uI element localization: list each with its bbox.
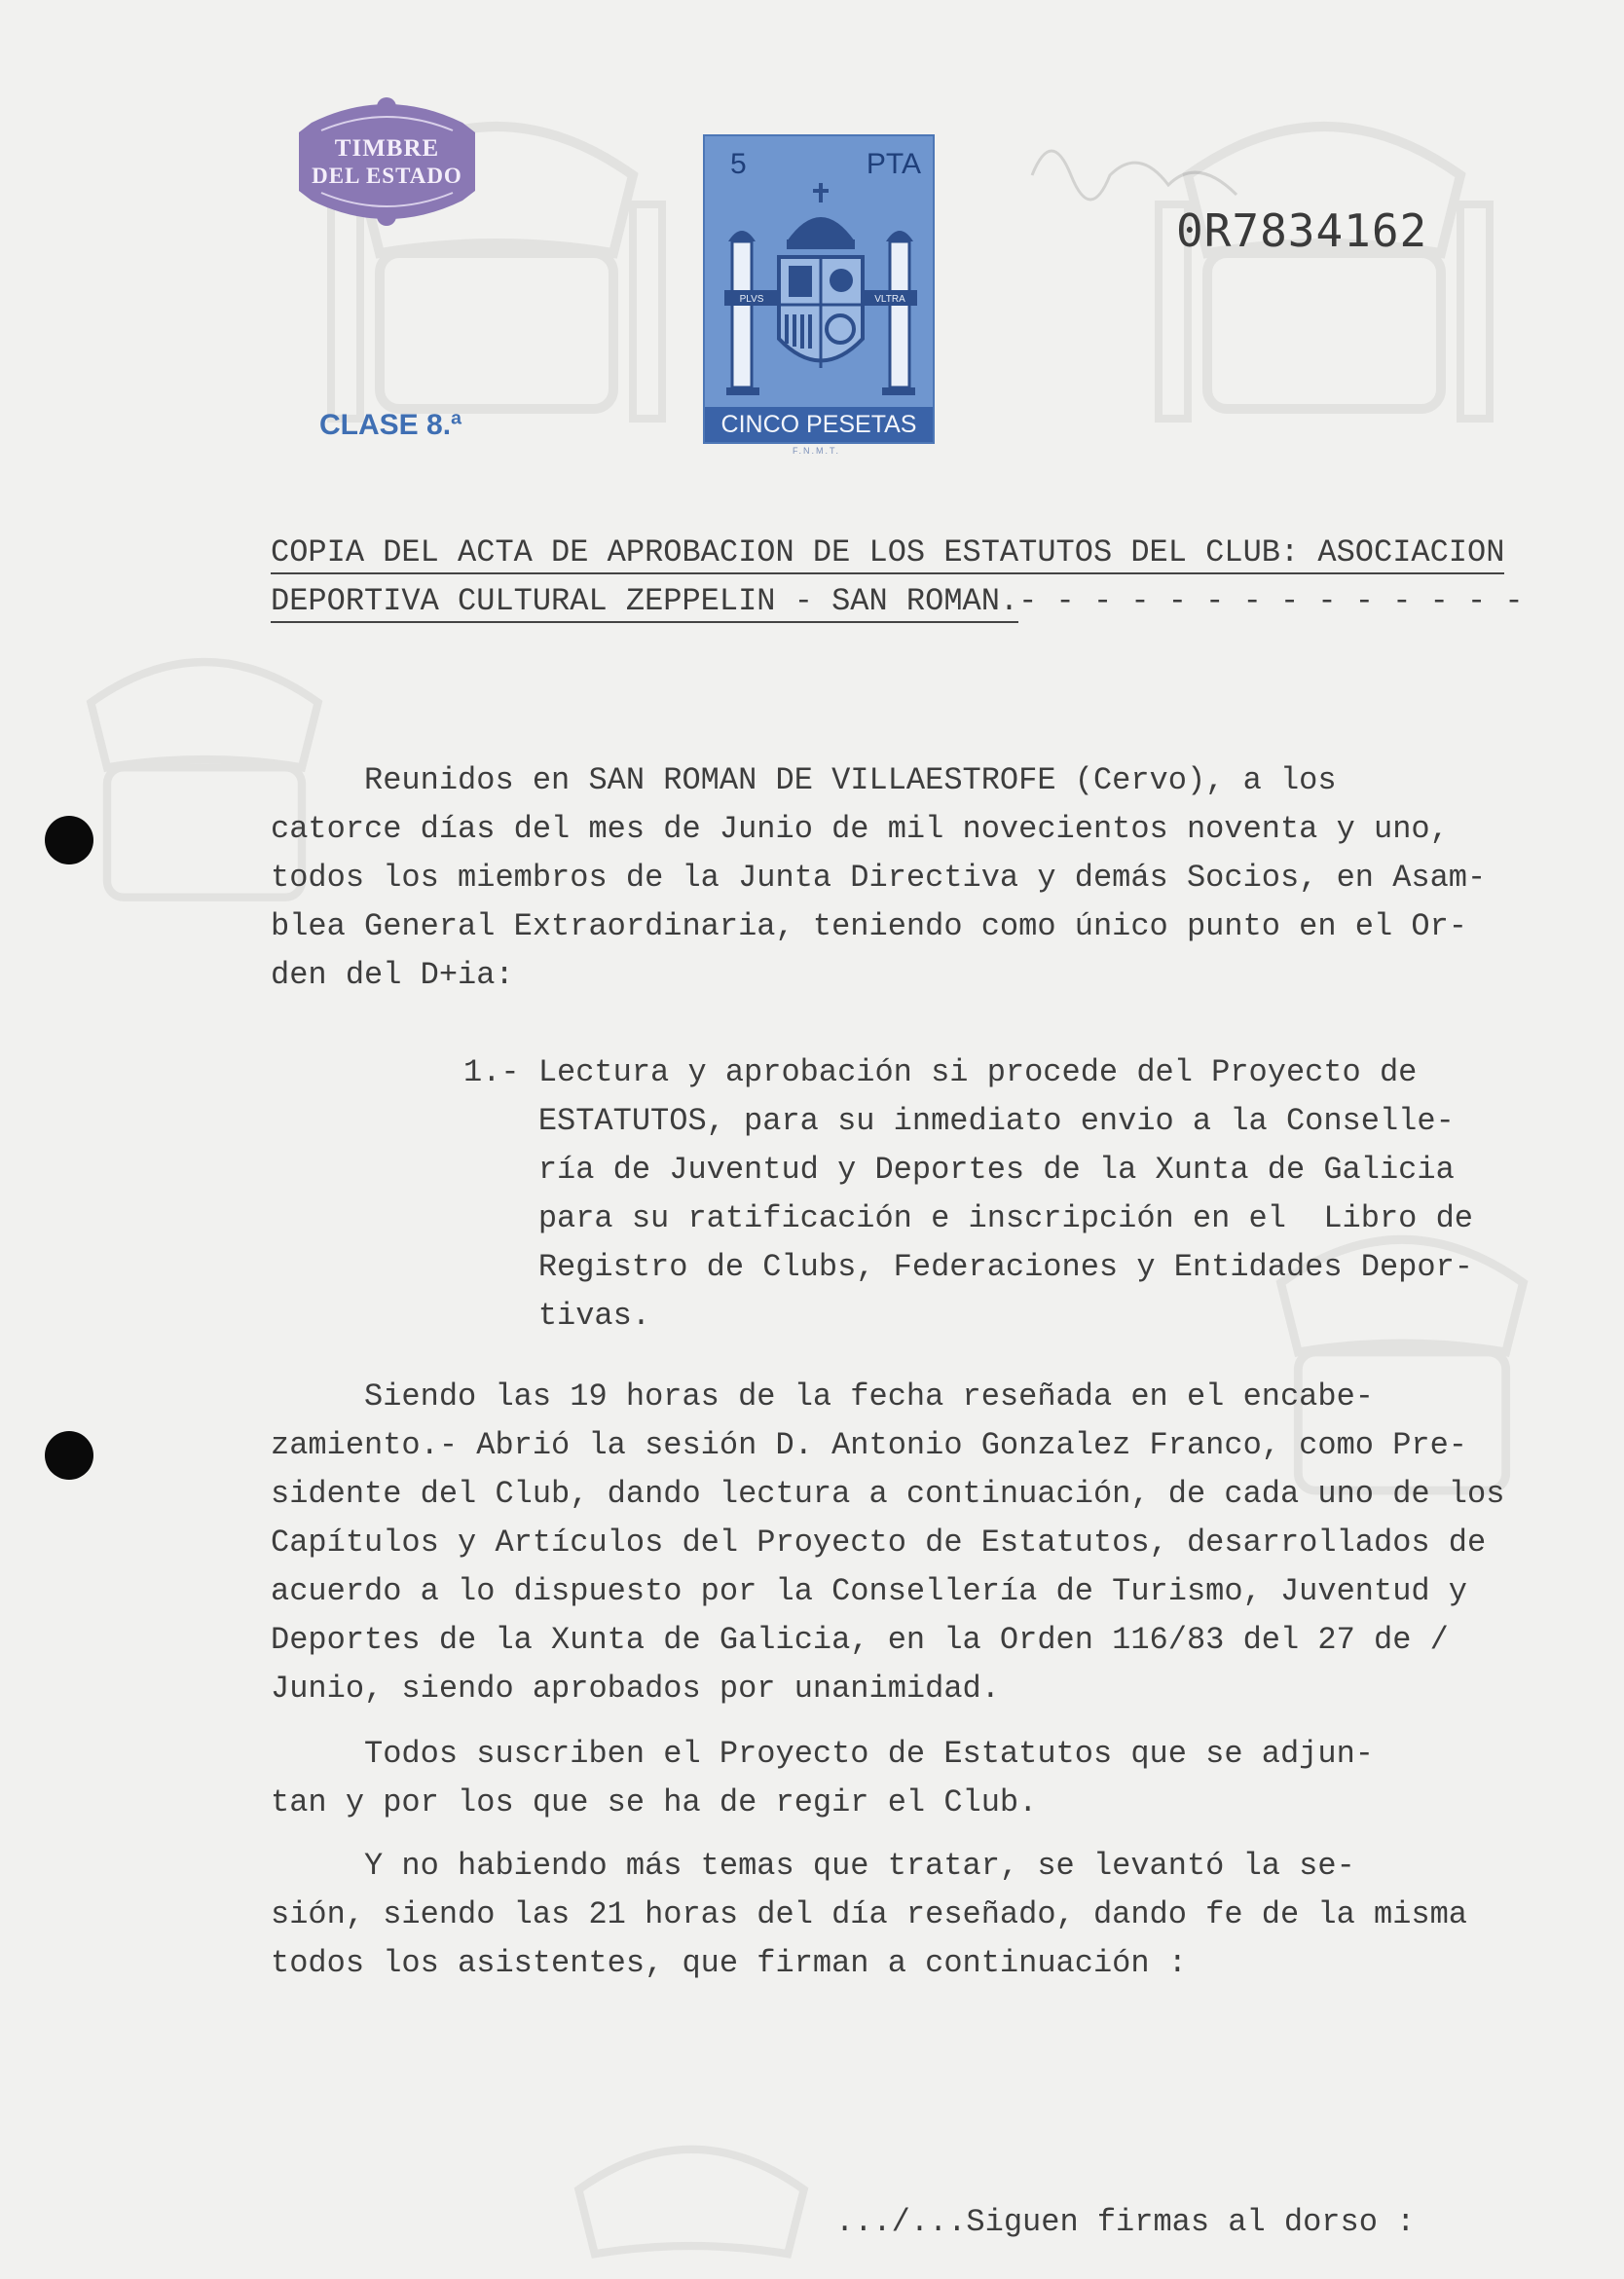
stamp-currency: PTA <box>866 148 921 180</box>
text-line: ría de Juventud y Deportes de la Xunta de Galicia <box>463 1152 1455 1188</box>
motto-right: VLTRA <box>874 294 905 305</box>
text-line: blea General Extraordinaria, teniendo como único punto en el Or- <box>271 908 1467 944</box>
paragraph-1 <box>271 708 1486 1000</box>
title-line-2 <box>271 577 1524 626</box>
paragraph-4 <box>271 1793 1467 1988</box>
text-line: Siendo las 19 horas de la fecha reseñada en el encabe- <box>271 1378 1374 1415</box>
coat-of-arms-icon <box>719 173 923 397</box>
text-line: zamiento.- Abrió la sesión D. Antonio Gonzalez Franco, como Pre- <box>271 1427 1467 1463</box>
punch-hole <box>45 816 93 864</box>
title-text-1: COPIA DEL ACTA DE APROBACION DE LOS ESTATUTOS DEL CLUB: ASOCIACION <box>271 534 1504 574</box>
watermark-crest <box>545 2093 837 2278</box>
text-line: Y no habiendo más temas que tratar, se levantó la se- <box>271 1848 1355 1884</box>
agenda-item <box>463 1000 1473 1341</box>
text-line: acuerdo a lo dispuesto por la Consellería de Turismo, Juventud y <box>271 1573 1467 1609</box>
text-line: sidente del Club, dando lectura a continuación, de cada uno de los <box>271 1476 1505 1512</box>
text-line: den del D+ia: <box>271 957 514 993</box>
text-line: Junio, siendo aprobados por unanimidad. <box>271 1671 1000 1707</box>
footer-note: .../...Siguen firmas al dorso : <box>835 2204 1416 2240</box>
text-line: Registro de Clubs, Federaciones y Entidades Depor- <box>463 1249 1473 1285</box>
text-line: tan y por los que se ha de regir el Club. <box>271 1784 1038 1820</box>
text-line: catorce días del mes de Junio de mil novecientos noventa y uno, <box>271 811 1449 847</box>
text-line: Deportes de la Xunta de Galicia, en la Orden 116/83 del 27 de / <box>271 1622 1449 1658</box>
text-line: para su ratificación e inscripción en el Libro de <box>463 1200 1473 1236</box>
text-line: Capítulos y Artículos del Proyecto de Estatutos, desarrollados de <box>271 1525 1487 1561</box>
text-line: todos los asistentes, que firman a continuación : <box>271 1945 1187 1981</box>
title-line-1 <box>271 529 1504 577</box>
paragraph-2 <box>271 1324 1504 1713</box>
stamp-value: 5 <box>730 148 747 180</box>
clase-label: CLASE 8.ª <box>319 409 462 441</box>
text-line: todos los miembros de la Junta Directiva y demás Socios, en Asam- <box>271 860 1487 896</box>
motto-left: PLVS <box>739 294 764 305</box>
text-line: sión, siendo las 21 horas del día reseñado, dando fe de la misma <box>271 1896 1467 1932</box>
text-line: tivas. <box>463 1298 651 1334</box>
ornament-frame-icon <box>292 93 482 230</box>
fiscal-stamp <box>703 134 935 444</box>
punch-hole <box>45 1431 93 1480</box>
timbre-del-estado-stamp <box>292 93 482 230</box>
text-line: Todos suscriben el Proyecto de Estatutos que se adjun- <box>271 1736 1374 1772</box>
stamp-maker: F.N.M.T. <box>793 446 840 456</box>
timbre-line2: DEL ESTADO <box>312 164 462 188</box>
title-text-2: DEPORTIVA CULTURAL ZEPPELIN - SAN ROMAN. <box>271 583 1018 623</box>
timbre-line1: TIMBRE <box>334 135 440 162</box>
faint-pencil-mark-icon <box>1013 117 1256 224</box>
serial-number: 0R7834162 <box>1176 204 1428 257</box>
text-line: Reunidos en SAN ROMAN DE VILLAESTROFE (Cervo), a los <box>271 762 1337 798</box>
stamp-band: CINCO PESETAS <box>705 407 933 442</box>
text-line: 1.- Lectura y aprobación si procede del Proyecto de <box>463 1054 1418 1090</box>
text-line: ESTATUTOS, para su inmediato envio a la Conselle- <box>463 1103 1455 1139</box>
title-dashes: - - - - - - - - - - - - - - <box>1018 583 1524 619</box>
